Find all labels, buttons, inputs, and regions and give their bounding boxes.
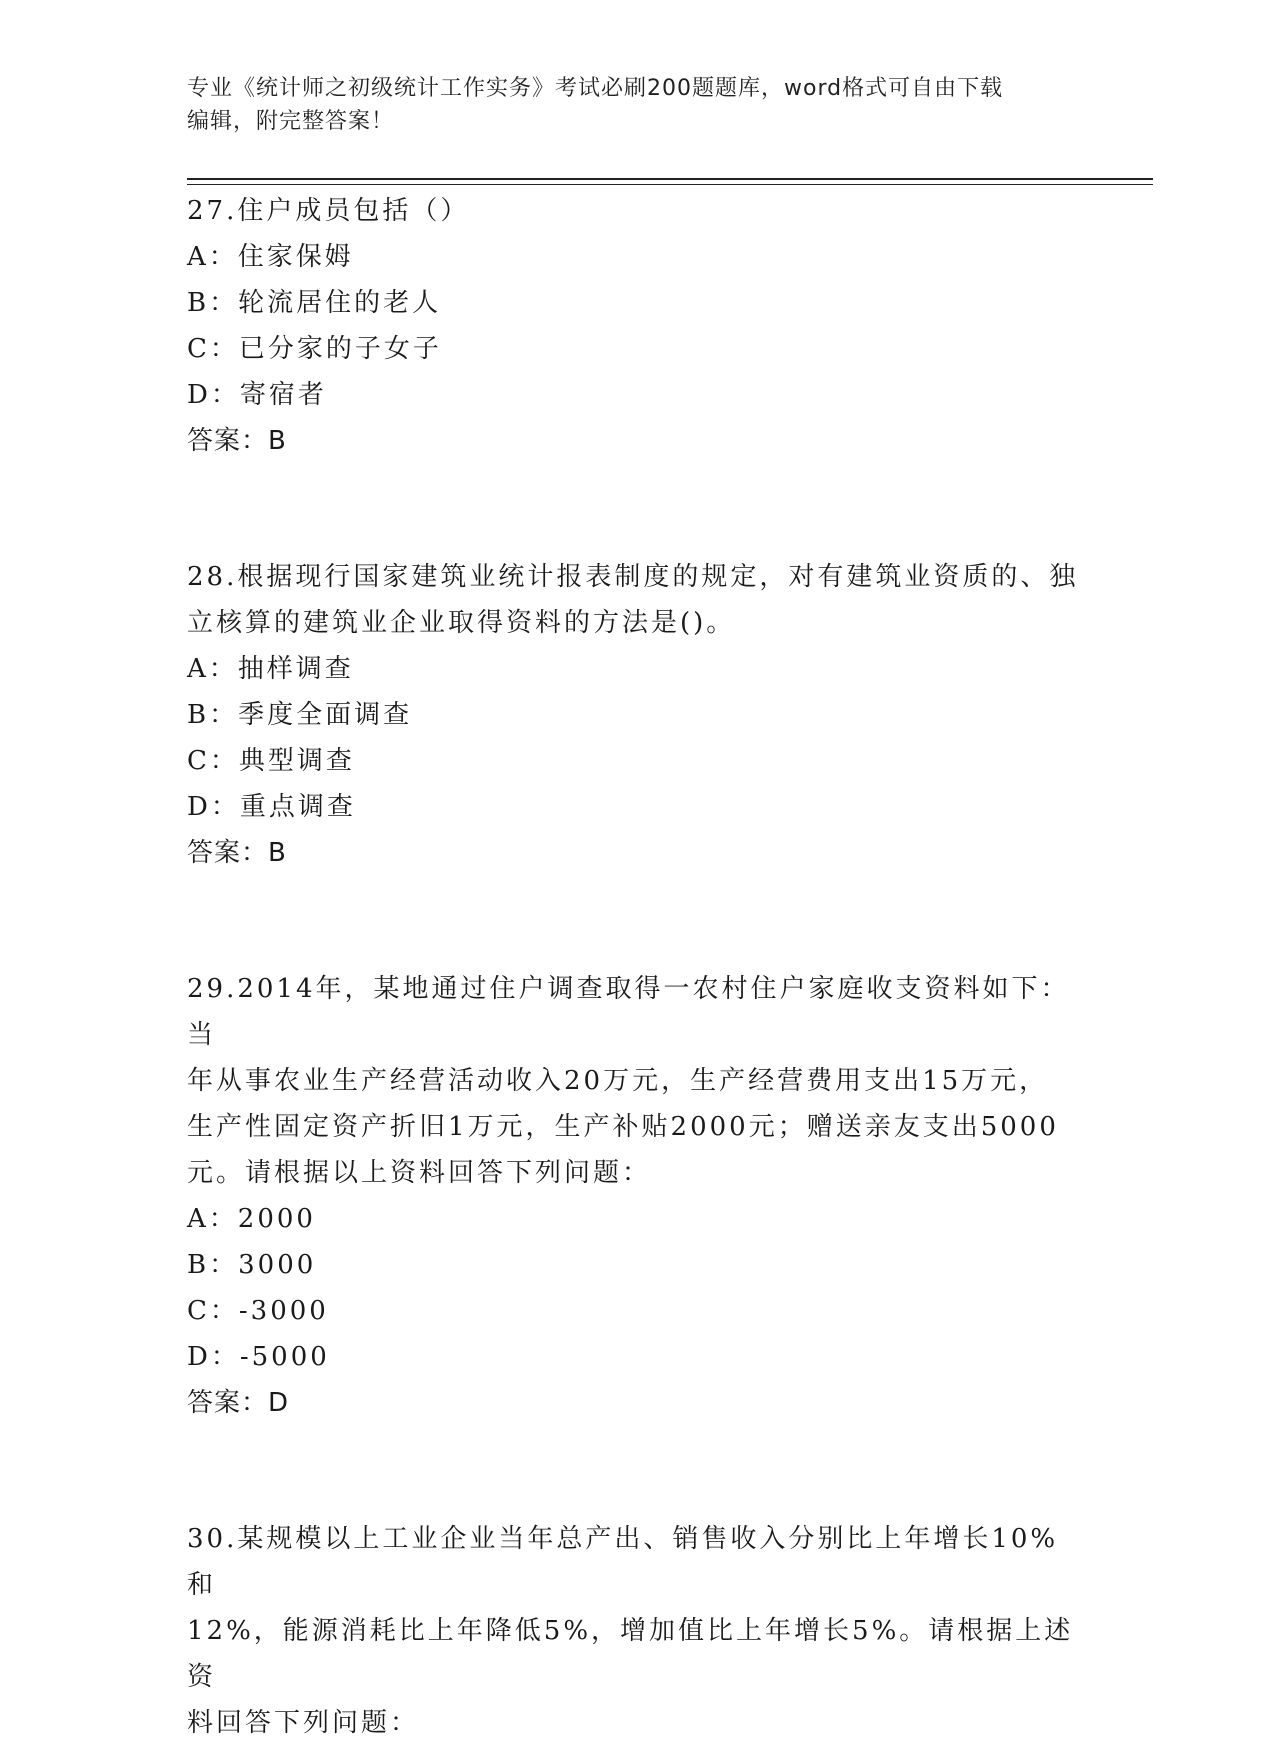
option-c: C：已分家的子女子	[187, 334, 442, 364]
question-27	[187, 188, 1087, 464]
answer-label: 答案：D	[187, 1388, 290, 1418]
header-divider-thin	[187, 184, 1153, 185]
question-spacer	[187, 1426, 1087, 1516]
question-spacer	[187, 464, 1087, 554]
question-stem-line: 立核算的建筑业企业取得资料的方法是()。	[187, 608, 736, 638]
question-28	[187, 554, 1087, 876]
option-d: D：寄宿者	[187, 380, 327, 410]
question-stem-line: 29.2014年，某地通过住户调查取得一农村住户家庭收支资料如下：当	[187, 974, 1070, 1050]
document-header	[187, 72, 1087, 138]
question-30	[187, 1516, 1087, 1746]
question-stem-line: 12%，能源消耗比上年降低5%，增加值比上年增长5%。请根据上述资	[187, 1616, 1074, 1692]
question-spacer	[187, 876, 1087, 966]
question-stem-line: 28.根据现行国家建筑业统计报表制度的规定，对有建筑业资质的、独	[187, 562, 1079, 592]
option-d: D：重点调查	[187, 792, 356, 822]
question-stem-line: 元。请根据以上资料回答下列问题：	[187, 1158, 652, 1188]
option-b: B：3000	[187, 1250, 317, 1280]
answer-label: 答案：B	[187, 426, 287, 456]
question-list	[187, 188, 1087, 1746]
question-stem-line: 生产性固定资产折旧1万元，生产补贴2000元；赠送亲友支出5000	[187, 1112, 1059, 1142]
question-29	[187, 966, 1087, 1426]
question-stem-line: 年从事农业生产经营活动收入20万元，生产经营费用支出15万元，	[187, 1066, 1049, 1096]
option-c: C：-3000	[187, 1296, 329, 1326]
header-divider-thick	[187, 178, 1153, 180]
option-d: D：-5000	[187, 1342, 330, 1372]
option-a: A：2000	[187, 1204, 316, 1234]
option-c: C：典型调查	[187, 746, 355, 776]
header-line-1: 专业《统计师之初级统计工作实务》考试必刷200题题库，word格式可自由下载	[187, 76, 1004, 101]
question-stem-line: 料回答下列问题：	[187, 1708, 420, 1738]
answer-label: 答案：B	[187, 838, 287, 868]
option-a: A：抽样调查	[187, 654, 354, 684]
option-a: A：住家保姆	[187, 242, 354, 272]
question-stem-line: 30.某规模以上工业企业当年总产出、销售收入分别比上年增长10%和	[187, 1524, 1059, 1600]
question-stem-line: 27.住户成员包括（）	[187, 196, 470, 226]
option-b: B：季度全面调查	[187, 700, 413, 730]
option-b: B：轮流居住的老人	[187, 288, 442, 318]
header-line-2: 编辑，附完整答案！	[187, 109, 395, 134]
